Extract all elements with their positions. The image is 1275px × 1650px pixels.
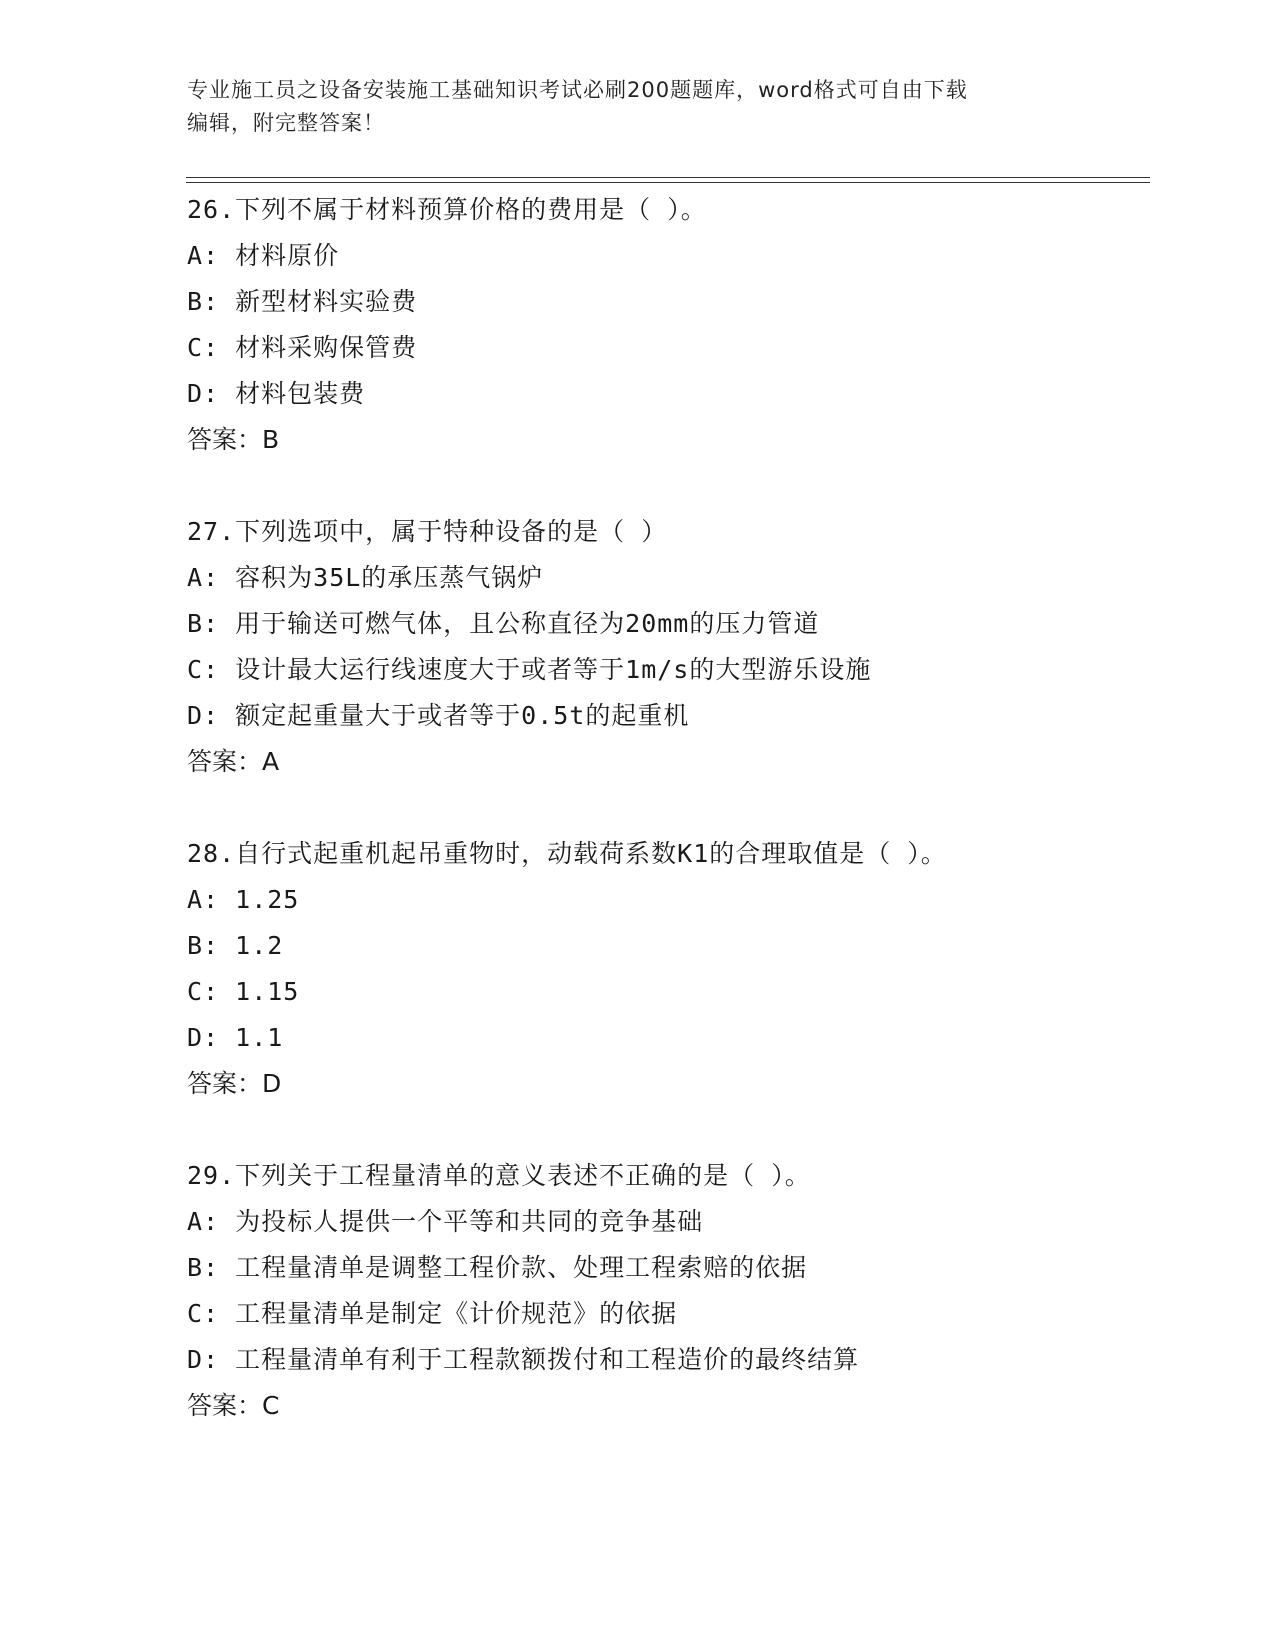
answer-label: 答案：D xyxy=(187,1069,282,1098)
option-b: B: 1.2 xyxy=(187,931,284,960)
option-c: C: 材料采购保管费 xyxy=(187,333,418,362)
question-stem: 27.下列选项中，属于特种设备的是（ ） xyxy=(187,517,668,546)
option-c: C: 工程量清单是制定《计价规范》的依据 xyxy=(187,1299,678,1328)
header-divider-bottom xyxy=(186,182,1150,183)
question-spacer xyxy=(187,463,1147,509)
option-a: A: 材料原价 xyxy=(187,241,340,270)
answer-label: 答案：A xyxy=(187,747,280,776)
option-a: A: 1.25 xyxy=(187,885,300,914)
answer-label: 答案：B xyxy=(187,425,280,454)
question-spacer xyxy=(187,1107,1147,1153)
document-header xyxy=(187,74,1087,140)
option-b: B: 工程量清单是调整工程价款、处理工程索赔的依据 xyxy=(187,1253,808,1282)
option-c: C: 1.15 xyxy=(187,977,300,1006)
question-28 xyxy=(187,831,1147,1107)
header-divider-top xyxy=(186,177,1150,178)
option-d: D: 额定起重量大于或者等于0.5t的起重机 xyxy=(187,701,690,730)
answer-label: 答案：C xyxy=(187,1391,280,1420)
option-d: D: 工程量清单有利于工程款额拨付和工程造价的最终结算 xyxy=(187,1345,860,1374)
option-b: B: 新型材料实验费 xyxy=(187,287,418,316)
header-line-2: 编辑，附完整答案！ xyxy=(187,111,385,135)
question-29 xyxy=(187,1153,1147,1429)
option-b: B: 用于输送可燃气体，且公称直径为20mm的压力管道 xyxy=(187,609,820,638)
question-27 xyxy=(187,509,1147,785)
question-stem: 28.自行式起重机起吊重物时，动载荷系数K1的合理取值是（ ）。 xyxy=(187,839,947,868)
option-d: D: 1.1 xyxy=(187,1023,284,1052)
option-a: A: 为投标人提供一个平等和共同的竞争基础 xyxy=(187,1207,704,1236)
option-c: C: 设计最大运行线速度大于或者等于1m/s的大型游乐设施 xyxy=(187,655,872,684)
question-stem: 29.下列关于工程量清单的意义表述不正确的是（ ）。 xyxy=(187,1161,811,1190)
question-stem: 26.下列不属于材料预算价格的费用是（ ）。 xyxy=(187,195,707,224)
question-26 xyxy=(187,187,1147,463)
question-spacer xyxy=(187,785,1147,831)
option-d: D: 材料包装费 xyxy=(187,379,366,408)
header-line-1: 专业施工员之设备安装施工基础知识考试必刷200题题库，word格式可自由下载 xyxy=(187,78,968,102)
question-list xyxy=(187,187,1147,1429)
option-a: A: 容积为35L的承压蒸气锅炉 xyxy=(187,563,544,592)
